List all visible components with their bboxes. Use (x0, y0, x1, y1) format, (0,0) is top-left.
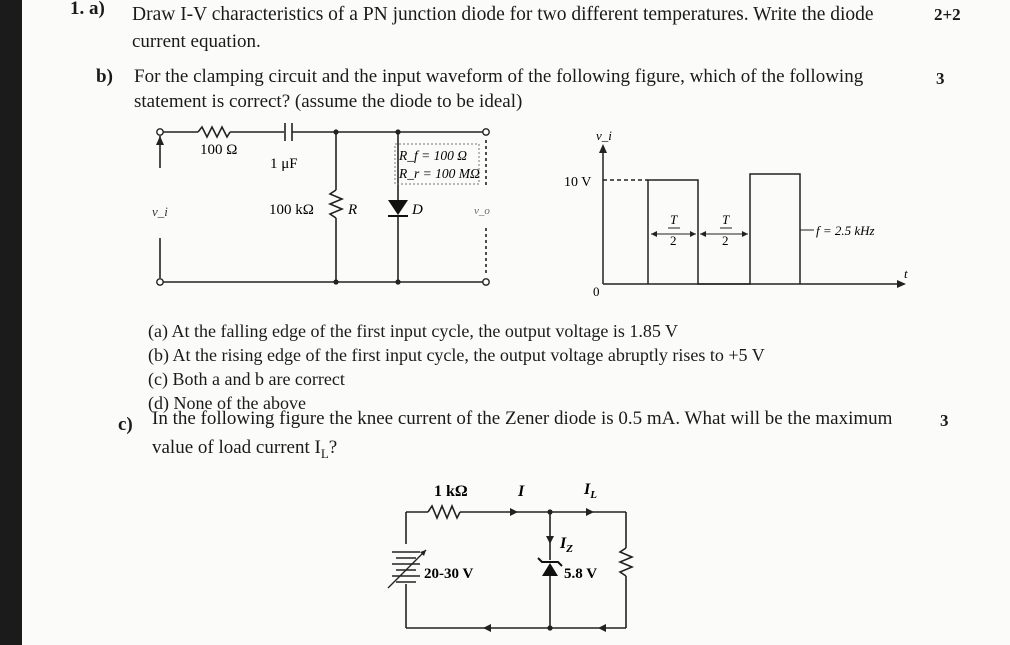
q1b-line1: For the clamping circuit and the input waveform of the following figure, which of the following (134, 66, 864, 87)
source-voltage-label: 20-30 V (424, 566, 474, 582)
input-voltage-label: v_i (152, 204, 168, 219)
option-a: (a) At the falling edge of the first input cycle, the output voltage is 1.85 V (148, 321, 679, 341)
diode-label: D (412, 202, 423, 218)
waveform-y-label: v_i (596, 128, 612, 143)
half-period-denominator-2: 2 (722, 233, 729, 248)
frequency-label: f = 2.5 kHz (816, 223, 875, 238)
load-resistor-label: 100 kΩ (269, 202, 314, 218)
output-voltage-label: v_o (474, 205, 490, 217)
q1a-line1: Draw I-V characteristics of a PN junction diode for two different temperatures. Write the diode (132, 4, 874, 25)
load-current-label: $I_L$ (584, 481, 597, 501)
time-axis-label: t (904, 266, 908, 281)
half-period-denominator-1: 2 (670, 233, 677, 248)
source-current-label: I (518, 483, 525, 500)
option-d: (d) None of the above (148, 393, 306, 413)
q1b-marks: 3 (936, 69, 945, 88)
clamping-circuit (140, 118, 510, 298)
q1c-label: c) (118, 414, 133, 435)
diode-forward-resistance: R_f = 100 Ω (399, 148, 467, 163)
q1c-line1: In the following figure the knee current of the Zener diode is 0.5 mA. What will be the maximum (152, 408, 893, 429)
half-period-numerator-2: T (722, 212, 730, 227)
option-b: (b) At the rising edge of the first input cycle, the output voltage abruptly rises to +5 V (148, 345, 765, 365)
q1a-line2: current equation. (132, 31, 261, 52)
input-waveform (560, 124, 920, 302)
zener-current-label: $I_Z$ (560, 535, 573, 555)
q1a-marks: 2+2 (934, 5, 961, 24)
q1b-line2: statement is correct? (assume the diode to be ideal) (134, 91, 523, 112)
capacitor-label: 1 μF (270, 156, 298, 172)
series-resistor-label: 1 kΩ (434, 483, 468, 500)
half-period-numerator-1: T (670, 212, 678, 227)
zener-circuit (380, 472, 660, 642)
zener-voltage-label: 5.8 V (564, 566, 598, 582)
q1a-label: 1. a) (70, 0, 105, 19)
option-c: (c) Both a and b are correct (148, 369, 345, 389)
q1c-line2: value of load current $I_L$? (152, 437, 338, 461)
load-resistor-symbol: R (348, 202, 358, 218)
left-dark-strip (0, 0, 22, 645)
series-resistor-label: 100 Ω (200, 142, 238, 158)
waveform-level-label: 10 V (564, 175, 592, 190)
waveform-zero-label: 0 (593, 284, 600, 299)
diode-reverse-resistance: R_r = 100 MΩ (399, 166, 480, 181)
q1b-label: b) (96, 66, 113, 87)
q1c-marks: 3 (940, 411, 949, 430)
